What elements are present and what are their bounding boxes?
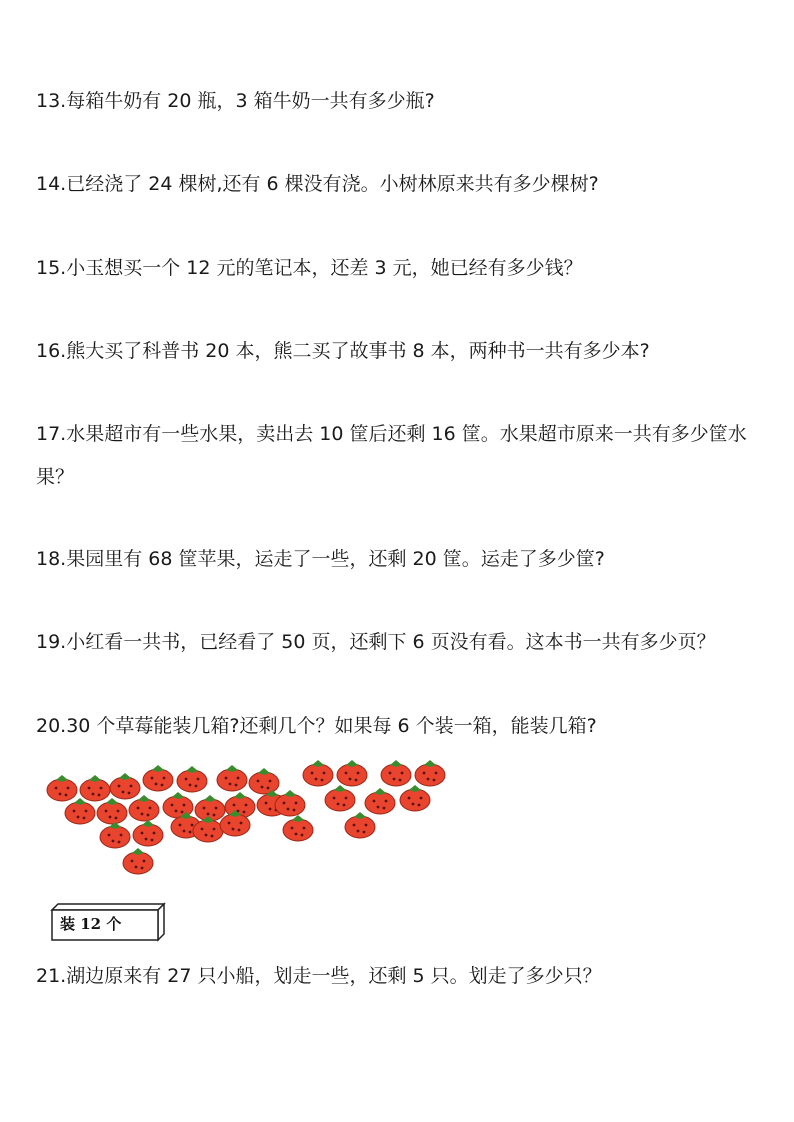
strawberry-icon bbox=[275, 790, 305, 816]
strawberry-icon bbox=[47, 775, 77, 801]
strawberry-icon bbox=[143, 765, 173, 791]
strawberry-icon bbox=[195, 795, 225, 821]
strawberry-icon bbox=[381, 760, 411, 786]
strawberry-icon bbox=[283, 815, 313, 841]
strawberry-icon bbox=[365, 788, 395, 814]
strawberry-icon bbox=[80, 775, 110, 801]
question-19: 19.小红看一共书，已经看了 50 页，还剩下 6 页没有看。这本书一共有多少页？ bbox=[36, 631, 716, 653]
question-15: 15.小玉想买一个 12 元的笔记本，还差 3 元，她已经有多少钱？ bbox=[36, 257, 583, 279]
strawberry-icon bbox=[415, 760, 445, 786]
strawberry-icon bbox=[400, 785, 430, 811]
question-13: 13.每箱牛奶有 20 瓶，3 箱牛奶一共有多少瓶? bbox=[36, 90, 435, 112]
strawberry-icon bbox=[110, 773, 140, 799]
strawberry-illustration bbox=[40, 755, 460, 885]
strawberry-icon bbox=[217, 765, 247, 791]
question-18: 18.果园里有 68 筐苹果，运走了一些，还剩 20 筐。运走了多少筐? bbox=[36, 548, 605, 570]
strawberry-icon bbox=[129, 795, 159, 821]
strawberry-icon bbox=[100, 822, 130, 848]
strawberry-icon bbox=[345, 812, 375, 838]
question-16: 16.熊大买了科普书 20 本，熊二买了故事书 8 本，两种书一共有多少本? bbox=[36, 340, 650, 362]
strawberry-icon bbox=[97, 798, 127, 824]
question-14: 14.已经浇了 24 棵树,还有 6 棵没有浇。小树林原来共有多少棵树? bbox=[36, 173, 599, 195]
strawberry-icon bbox=[133, 820, 163, 846]
strawberry-icon bbox=[177, 766, 207, 792]
box-label: 装 12 个 bbox=[60, 915, 122, 933]
question-21: 21.湖边原来有 27 只小船，划走一些，还剩 5 只。划走了多少只？ bbox=[36, 965, 602, 987]
strawberry-icon bbox=[325, 785, 355, 811]
strawberry-icon bbox=[303, 760, 333, 786]
question-17: 17.水果超市有一些水果，卖出去 10 筐后还剩 16 筐。水果超市原来一共有多少筐水果？ bbox=[36, 423, 747, 488]
strawberry-icon bbox=[337, 760, 367, 786]
strawberry-icon bbox=[123, 848, 153, 874]
question-20: 20.30 个草莓能装几箱?还剩几个？如果每 6 个装一箱，能装几箱? bbox=[36, 715, 597, 737]
strawberry-icon bbox=[65, 798, 95, 824]
strawberry-icon bbox=[249, 768, 279, 794]
